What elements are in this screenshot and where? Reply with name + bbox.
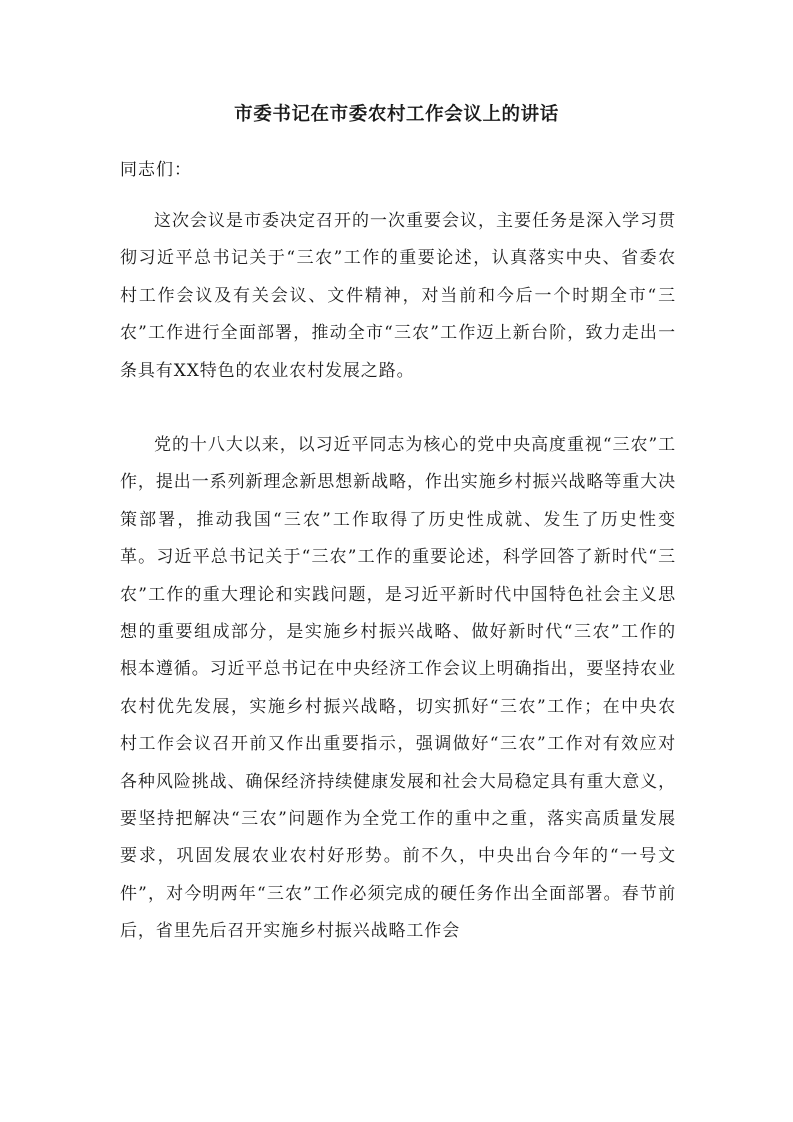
salutation: 同志们： bbox=[120, 160, 192, 180]
paragraph-1: 这次会议是市委决定召开的一次重要会议，主要任务是深入学习贯彻习近平总书记关于“三农”工作的重要论述，认真落实中央、省委农村工作会议及有关会议、文件精神，对当前和今后一个时期全市“三农”工作进行全面部署，推动全市“三农”工作迈上新台阶，致力走出一条具有XX特色的农业农村发展之路。 bbox=[120, 211, 676, 381]
document-title: 市委书记在市委农村工作会议上的讲话 bbox=[234, 104, 559, 125]
paragraph-2: 党的十八大以来，以习近平同志为核心的党中央高度重视“三农”工作，提出一系列新理念新思想新战略，作出实施乡村振兴战略等重大决策部署，推动我国“三农”工作取得了历史性成就、发生了历史性变革。习近平总书记关于“三农”工作的重要论述，科学回答了新时代“三农”工作的重大理论和实践问题，是习近平新时代中国特色社会主义思想的重要组成部分，是实施乡村振兴战略、做好新时代“三农”工作的根本遵循。习近平总书记在中央经济工作会议上明确指出，要坚持农业农村优先发展，实施乡村振兴战略，切实抓好“三农”工作；在中央农村工作会议召开前又作出重要指示，强调做好“三农”工作对有效应对各种风险挑战、确保经济持续健康发展和社会大局稳定具有重大意义，要坚持把解决“三农”问题作为全党工作的重中之重，落实高质量发展要求，巩固发展农业农村好形势。前不久，中央出台今年的“一号文件”，对今明两年“三农”工作必须完成的硬任务作出全面部署。春节前后，省里先后召开实施乡村振兴战略工作会 bbox=[120, 435, 676, 942]
